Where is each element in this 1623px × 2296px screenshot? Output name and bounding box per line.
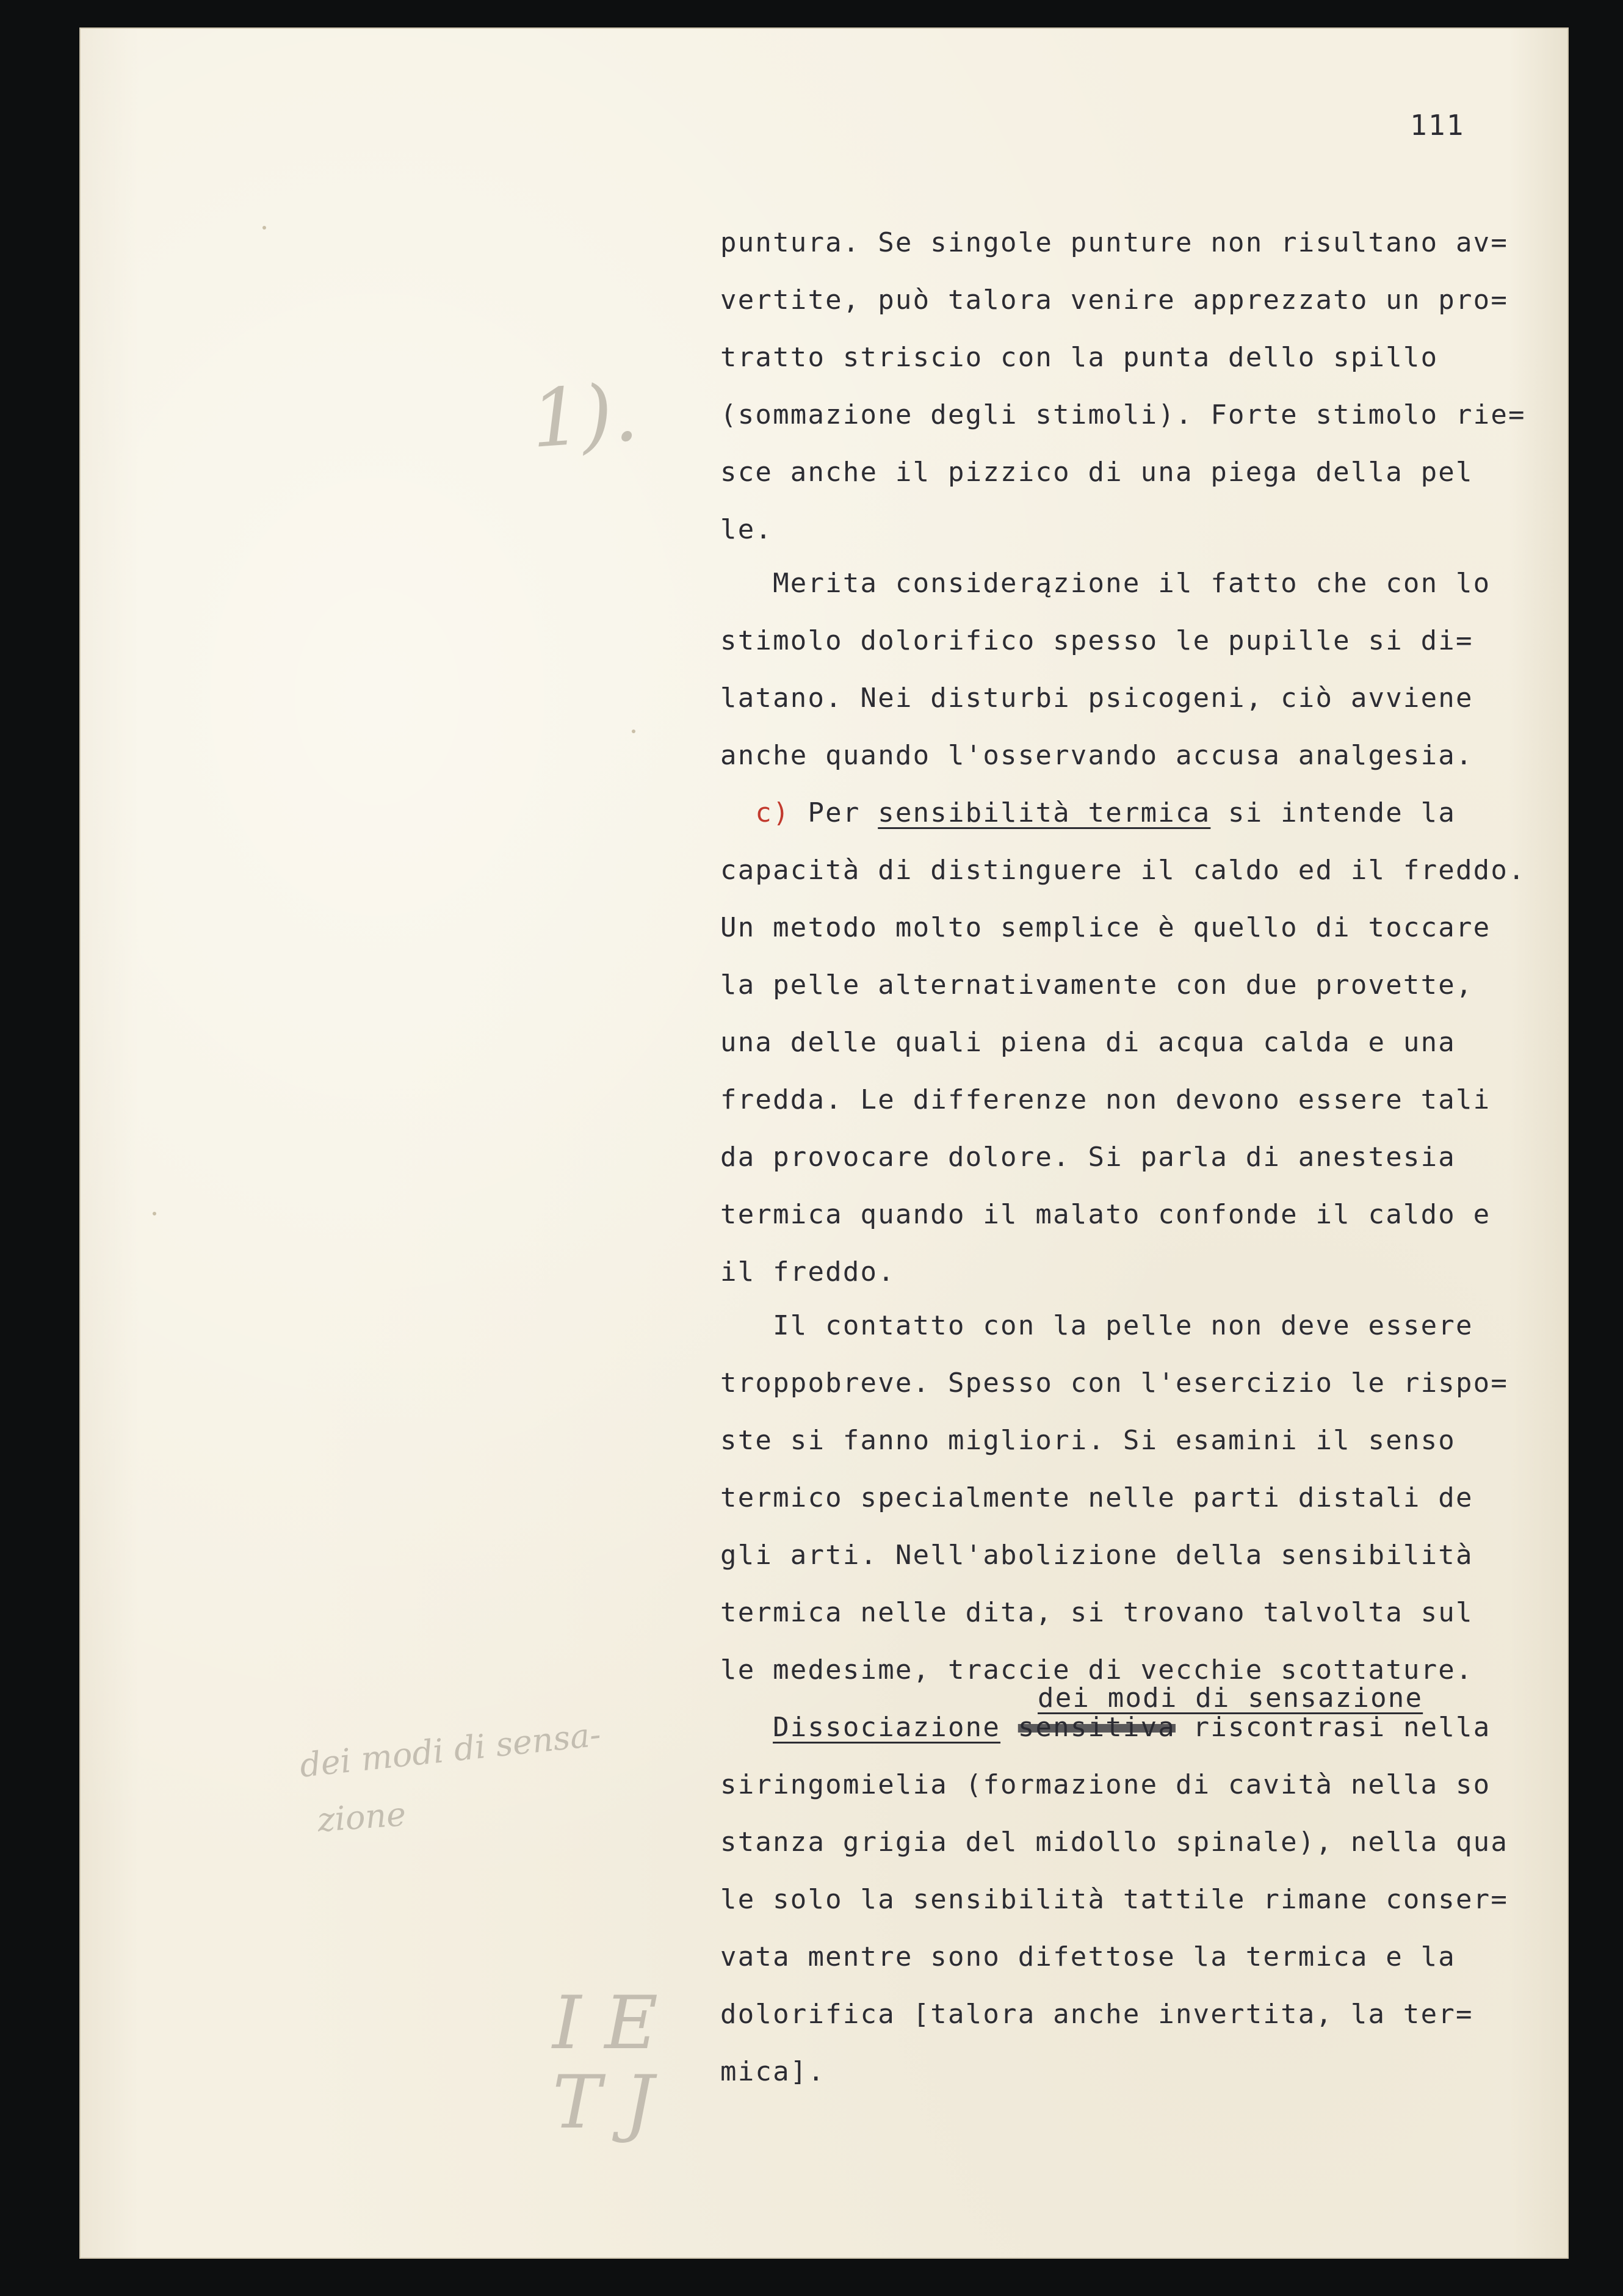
typed-insertion: dei modi di sensazione	[1038, 1682, 1423, 1714]
pencil-note-correction-2: zione	[316, 1795, 407, 1839]
text-line: latano. Nei disturbi psicogeni, ciò avviene	[720, 683, 1473, 714]
text-line: siringomielia (formazione di cavità nella so	[720, 1769, 1491, 1800]
text-line: puntura. Se singole punture non risultano av=	[720, 227, 1509, 258]
text-line: vata mentre sono difettose la termica e la	[720, 1941, 1456, 1972]
section-intro: Per	[790, 797, 878, 828]
dissociation-rest: riscontrasi nella	[1175, 1712, 1491, 1743]
text-line: la pelle alternativamente con due provette,	[720, 969, 1473, 1001]
text-line: stimolo dolorifico spesso le pupille si di=	[720, 625, 1473, 656]
dissociation-term: Dissociazione	[773, 1712, 1001, 1743]
section-marker: c)	[755, 797, 790, 828]
text-line: le medesime, traccie di vecchie scottature.	[720, 1654, 1473, 1686]
text-line: termica quando il malato confonde il caldo e	[720, 1199, 1491, 1230]
text-line: troppobreve. Spesso con l'esercizio le rispo=	[720, 1367, 1509, 1399]
text-line: Il contatto con la pelle non deve essere	[720, 1310, 1473, 1341]
text-line: fredda. Le differenze non devono essere tali	[720, 1084, 1491, 1115]
struck-word: sensitiva	[1018, 1712, 1176, 1743]
page-number: 111	[1410, 109, 1465, 142]
text-line: Un metodo molto semplice è quello di toccare	[720, 912, 1491, 943]
text-line: Merita considerązione il fatto che con lo	[720, 568, 1491, 599]
section-term: sensibilità termica	[878, 797, 1211, 828]
text-line: (sommazione degli stimoli). Forte stimolo rie=	[720, 399, 1526, 430]
pencil-note-mark-2: T J	[552, 2060, 654, 2145]
pencil-note-correction: dei modi di sensa-	[298, 1715, 603, 1785]
section-rest: si intende la	[1210, 797, 1456, 828]
pencil-note-mark: I E	[552, 1981, 659, 2066]
text-line: tratto striscio con la punta dello spillo	[720, 342, 1439, 373]
text-line: il freddo.	[720, 1256, 895, 1287]
paper-speck	[153, 1212, 156, 1215]
text-line: ste si fanno migliori. Si esamini il senso	[720, 1425, 1456, 1456]
text-line: mica].	[720, 2056, 826, 2087]
text-line: termico specialmente nelle parti distali de	[720, 1482, 1473, 1513]
text-line: termica nelle dita, si trovano talvolta sul	[720, 1597, 1473, 1628]
text-line: capacità di distinguere il caldo ed il freddo.	[720, 855, 1526, 886]
section-c-line	[720, 797, 1456, 828]
text-line: anche quando l'osservando accusa analgesia.	[720, 740, 1473, 771]
text-line: sce anche il pizzico di una piega della pel	[720, 457, 1473, 488]
text-line: dolorifica [talora anche invertita, la ter=	[720, 1999, 1473, 2030]
text-line: gli arti. Nell'abolizione della sensibilità	[720, 1540, 1473, 1571]
text-line: una delle quali piena di acqua calda e una	[720, 1027, 1456, 1058]
text-line: le solo la sensibilità tattile rimane conser=	[720, 1884, 1509, 1915]
text-line: stanza grigia del midollo spinale), nella qua	[720, 1827, 1509, 1858]
paper-speck	[262, 226, 266, 230]
text-line: le.	[720, 514, 773, 545]
paper-speck	[632, 730, 635, 733]
text-line: vertite, può talora venire apprezzato un pro=	[720, 284, 1509, 316]
dissociation-line	[720, 1712, 1491, 1743]
pencil-note-number: 1).	[527, 366, 641, 466]
text-line: da provocare dolore. Si parla di anestesia	[720, 1142, 1456, 1173]
